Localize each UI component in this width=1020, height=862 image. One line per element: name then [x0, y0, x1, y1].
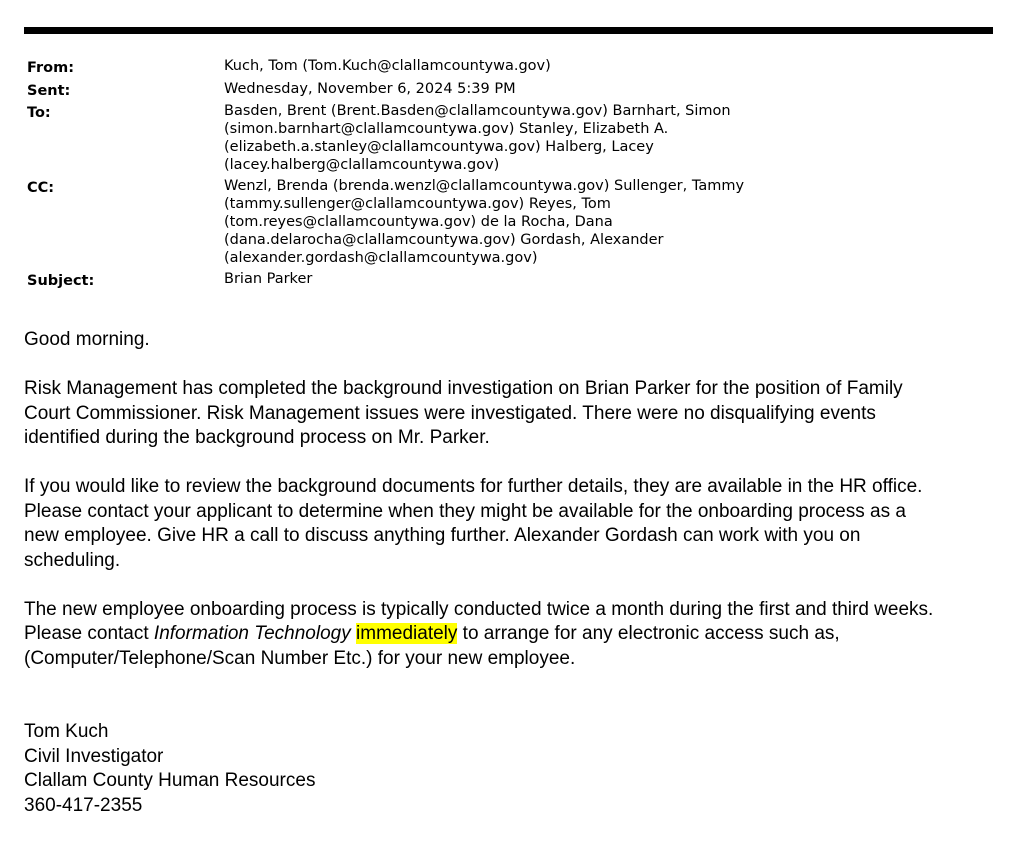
header-from-row — [27, 57, 987, 80]
body-line: identified during the background process on Mr. Parker. — [24, 427, 490, 448]
cc-line: (tammy.sullenger@clallamcountywa.gov) Reyes, Tom — [224, 196, 611, 212]
from-value — [224, 57, 824, 80]
it-prefix: Please contact — [24, 623, 154, 644]
to-value — [224, 102, 824, 177]
to-line: Basden, Brent (Brent.Basden@clallamcountywa.gov) Barnhart, Simon — [224, 103, 731, 119]
signature-name: Tom Kuch — [24, 721, 109, 742]
to-label: To: — [27, 105, 51, 121]
email-header — [27, 57, 987, 290]
signature-block — [24, 720, 1014, 818]
signature-org: Clallam County Human Resources — [24, 770, 316, 791]
header-subject-row — [27, 270, 987, 290]
paragraph-onboarding — [24, 598, 1014, 672]
from-text: Kuch, Tom (Tom.Kuch@clallamcountywa.gov) — [224, 58, 551, 74]
paragraph-background-result — [24, 377, 1014, 451]
body-line: Risk Management has completed the background investigation on Brian Parker for the position of Family — [24, 378, 903, 399]
signature-phone: 360-417-2355 — [24, 794, 143, 816]
header-to-row — [27, 102, 987, 177]
subject-text: Brian Parker — [224, 271, 313, 287]
header-sent-row — [27, 80, 987, 102]
to-line: (lacey.halberg@clallamcountywa.gov) — [224, 157, 500, 173]
top-rule — [24, 27, 993, 34]
subject-value — [224, 270, 824, 290]
cc-line: (alexander.gordash@clallamcountywa.gov) — [224, 250, 538, 266]
subject-label: Subject: — [27, 273, 95, 289]
cc-line: (tom.reyes@clallamcountywa.gov) de la Rocha, Dana — [224, 214, 613, 230]
header-cc-row — [27, 177, 987, 270]
body-line-it — [24, 622, 1014, 647]
body-line: The new employee onboarding process is typically conducted twice a month during the first and third weeks. — [24, 598, 934, 620]
body-line: (Computer/Telephone/Scan Number Etc.) for your new employee. — [24, 647, 576, 669]
email-body — [24, 328, 1014, 818]
cc-label: CC: — [27, 180, 55, 196]
body-line: If you would like to review the background documents for further details, they are available in the HR office. — [24, 476, 923, 497]
to-line: (elizabeth.a.stanley@clallamcountywa.gov) Halberg, Lacey — [224, 139, 654, 155]
body-line: scheduling. — [24, 549, 121, 571]
signature-title: Civil Investigator — [24, 745, 164, 767]
sent-value — [224, 80, 824, 102]
sent-text: Wednesday, November 6, 2024 5:39 PM — [224, 81, 516, 97]
sent-label: Sent: — [27, 83, 71, 99]
cc-line: Wenzl, Brenda (brenda.wenzl@clallamcountywa.gov) Sullenger, Tammy — [224, 178, 745, 194]
cc-line: (dana.delarocha@clallamcountywa.gov) Gordash, Alexander — [224, 232, 664, 248]
paragraph-review-documents — [24, 475, 1014, 573]
body-line: Please contact your applicant to determine when they might be available for the onboarding process as a — [24, 500, 906, 522]
body-line: new employee. Give HR a call to discuss anything further. Alexander Gordash can work with you on — [24, 525, 861, 546]
to-line: (simon.barnhart@clallamcountywa.gov) Stanley, Elizabeth A. — [224, 121, 669, 137]
from-label: From: — [27, 60, 74, 76]
it-suffix: to arrange for any electronic access such as, — [457, 623, 840, 644]
highlighted-immediately: immediately — [356, 623, 458, 644]
information-technology-text: Information Technology — [153, 623, 351, 644]
greeting: Good morning. — [24, 329, 150, 350]
cc-value — [224, 177, 824, 270]
body-line: Court Commissioner. Risk Management issues were investigated. There were no disqualifying events — [24, 402, 876, 424]
